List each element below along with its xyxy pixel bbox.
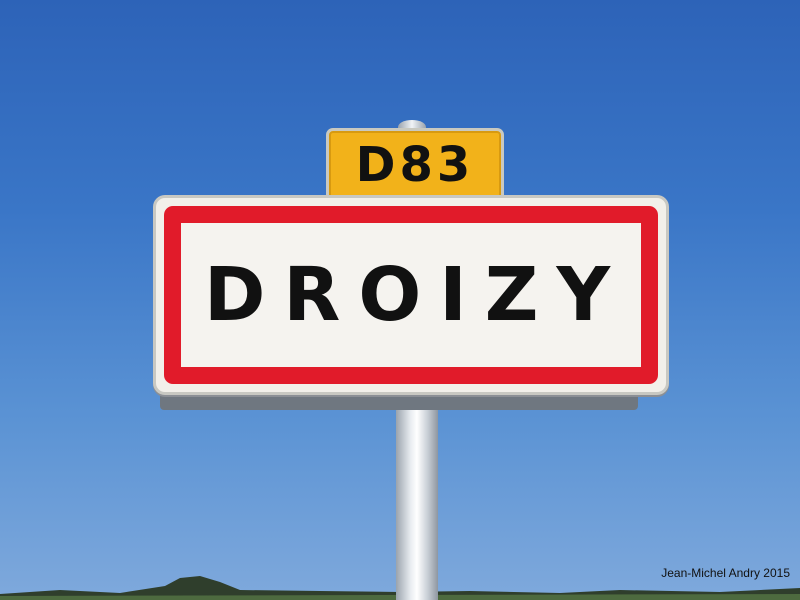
sign-pole <box>396 398 438 600</box>
town-sign-panel <box>164 206 658 384</box>
road-number-text: D83 <box>355 137 475 193</box>
road-number-sign <box>326 128 504 202</box>
photo-credit: Jean-Michel Andry 2015 <box>661 566 790 580</box>
town-entry-sign <box>153 195 669 395</box>
town-name-text: DROIZY <box>203 252 629 338</box>
